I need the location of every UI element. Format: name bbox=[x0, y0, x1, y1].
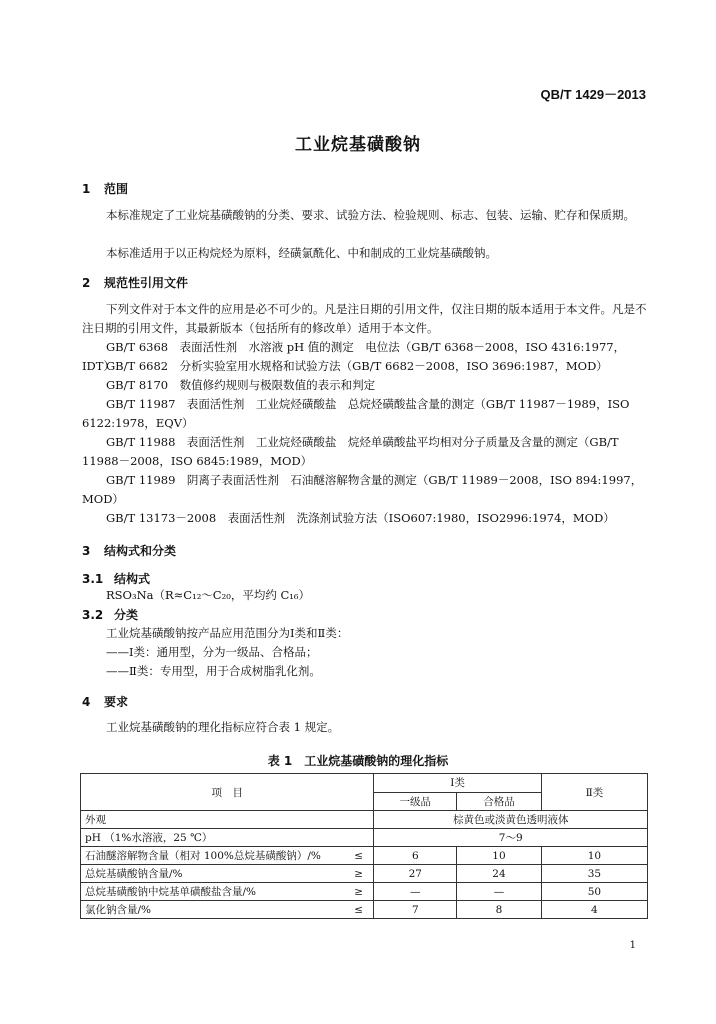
table-row bbox=[81, 811, 648, 829]
row-value: 24 bbox=[457, 865, 542, 883]
table-row bbox=[81, 865, 648, 883]
row-value: 4 bbox=[541, 901, 647, 919]
reference-item: GB/T 6682 分析实验室用水规格和试验方法（GB/T 6682－2008，ISO 3696:1987，MOD） bbox=[106, 359, 608, 373]
section-number: 3 bbox=[82, 544, 91, 558]
section-title: 分类 bbox=[114, 608, 139, 622]
header-class-1: Ⅰ类 bbox=[374, 774, 541, 793]
page-number: 1 bbox=[629, 940, 636, 951]
row-value: 35 bbox=[541, 865, 647, 883]
section-title: 结构式 bbox=[114, 572, 151, 586]
section-number: 2 bbox=[82, 276, 91, 290]
header-grade-1: 一级品 bbox=[374, 792, 457, 811]
header-grade-2: 合格品 bbox=[457, 792, 542, 811]
header-class-2: Ⅱ类 bbox=[541, 774, 647, 811]
section-1-heading bbox=[82, 180, 128, 197]
section-1-para-1: 本标准规定了工业烷基磺酸钠的分类、要求、试验方法、检验规则、标志、包装、运输、贮存和保质期。 bbox=[106, 208, 635, 222]
structural-formula: RSO₃Na（R≈C₁₂～C₂₀，平均约 C₁₆） bbox=[106, 588, 311, 602]
section-number: 3.1 bbox=[82, 572, 104, 586]
reference-item: GB/T 13173－2008 表面活性剂 洗涤剂试验方法（ISO607:1980，ISO2996:1974，MOD） bbox=[106, 511, 615, 525]
row-value: 棕黄色或淡黄色透明液体 bbox=[374, 811, 648, 829]
row-symbol: ≥ bbox=[344, 883, 374, 901]
classification-text: 工业烷基磺酸钠按产品应用范围分为Ⅰ类和Ⅱ类： bbox=[106, 626, 349, 640]
section-title: 范围 bbox=[104, 182, 129, 196]
table-row bbox=[81, 847, 648, 865]
row-value: 10 bbox=[457, 847, 542, 865]
table-row bbox=[81, 829, 648, 847]
reference-item: GB/T 8170 数值修约规则与极限数值的表示和判定 bbox=[106, 378, 376, 392]
row-symbol: ≤ bbox=[344, 847, 374, 865]
row-value: — bbox=[457, 883, 542, 901]
section-number: 1 bbox=[82, 182, 91, 196]
row-item: 总烷基磺酸钠含量/% bbox=[81, 865, 344, 883]
section-3-heading bbox=[82, 542, 176, 559]
section-3-2-heading bbox=[82, 606, 138, 623]
section-number: 3.2 bbox=[82, 608, 104, 622]
row-value: — bbox=[374, 883, 457, 901]
document-title: 工业烷基磺酸钠 bbox=[295, 135, 421, 155]
row-item: 总烷基磺酸钠中烷基单磺酸盐含量/% bbox=[81, 883, 344, 901]
table-row bbox=[81, 883, 648, 901]
row-value: 7～9 bbox=[374, 829, 648, 847]
section-number: 4 bbox=[82, 695, 91, 709]
section-2-intro: 下列文件对于本文件的应用是必不可少的。凡是注日期的引用文件，仅注日期的版本适用于本文件。凡是不注日期的引用文件，其最新版本（包括所有的修改单）适用于本文件。 bbox=[82, 302, 647, 335]
table-caption: 表 1 工业烷基磺酸钠的理化指标 bbox=[267, 754, 449, 768]
requirements-text: 工业烷基磺酸钠的理化指标应符合表 1 规定。 bbox=[106, 720, 340, 734]
section-title: 规范性引用文件 bbox=[104, 276, 189, 290]
row-value: 8 bbox=[457, 901, 542, 919]
reference-item: GB/T 11989 阴离子表面活性剂 石油醚溶解物含量的测定（GB/T 11989－2008，ISO 894:1997，MOD） bbox=[82, 473, 643, 506]
section-2-heading bbox=[82, 274, 188, 291]
classification-item: ——Ⅰ类：通用型，分为一级品、合格品； bbox=[106, 645, 318, 659]
header-item: 项 目 bbox=[81, 774, 374, 811]
table-row bbox=[81, 901, 648, 919]
row-value: 7 bbox=[374, 901, 457, 919]
reference-item: GB/T 11987 表面活性剂 工业烷烃磺酸盐 总烷烃磺酸盐含量的测定（GB/T 11987－1989，ISO 6122:1978，EQV） bbox=[82, 397, 630, 430]
section-title: 要求 bbox=[104, 695, 129, 709]
row-item: pH （1%水溶液，25 ℃） bbox=[81, 829, 374, 847]
spec-table bbox=[80, 773, 648, 919]
reference-item: GB/T 6368 表面活性剂 水溶液 pH 值的测定 电位法（GB/T 6368－2008，ISO 4316:1977，IDT） bbox=[82, 340, 626, 373]
row-value: 6 bbox=[374, 847, 457, 865]
row-symbol: ≤ bbox=[344, 901, 374, 919]
table-header-row bbox=[81, 774, 648, 793]
section-3-1-heading bbox=[82, 570, 150, 587]
row-item: 外观 bbox=[81, 811, 374, 829]
section-1-para-2: 本标准适用于以正构烷烃为原料，经磺氯酰化、中和制成的工业烷基磺酸钠。 bbox=[106, 246, 497, 260]
row-value: 27 bbox=[374, 865, 457, 883]
section-4-heading bbox=[82, 693, 128, 710]
classification-item: ——Ⅱ类：专用型，用于合成树脂乳化剂。 bbox=[106, 664, 321, 678]
row-value: 50 bbox=[541, 883, 647, 901]
standard-code: QB/T 1429－2013 bbox=[540, 87, 646, 102]
row-symbol: ≥ bbox=[344, 865, 374, 883]
row-item: 石油醚溶解物含量（相对 100%总烷基磺酸钠）/% bbox=[81, 847, 344, 865]
row-item: 氯化钠含量/% bbox=[81, 901, 344, 919]
section-title: 结构式和分类 bbox=[104, 544, 177, 558]
reference-item: GB/T 11988 表面活性剂 工业烷烃磺酸盐 烷烃单磺酸盐平均相对分子质量及含量的测定（GB/T 11988－2008，ISO 6845:1989，MOD） bbox=[82, 435, 619, 468]
row-value: 10 bbox=[541, 847, 647, 865]
